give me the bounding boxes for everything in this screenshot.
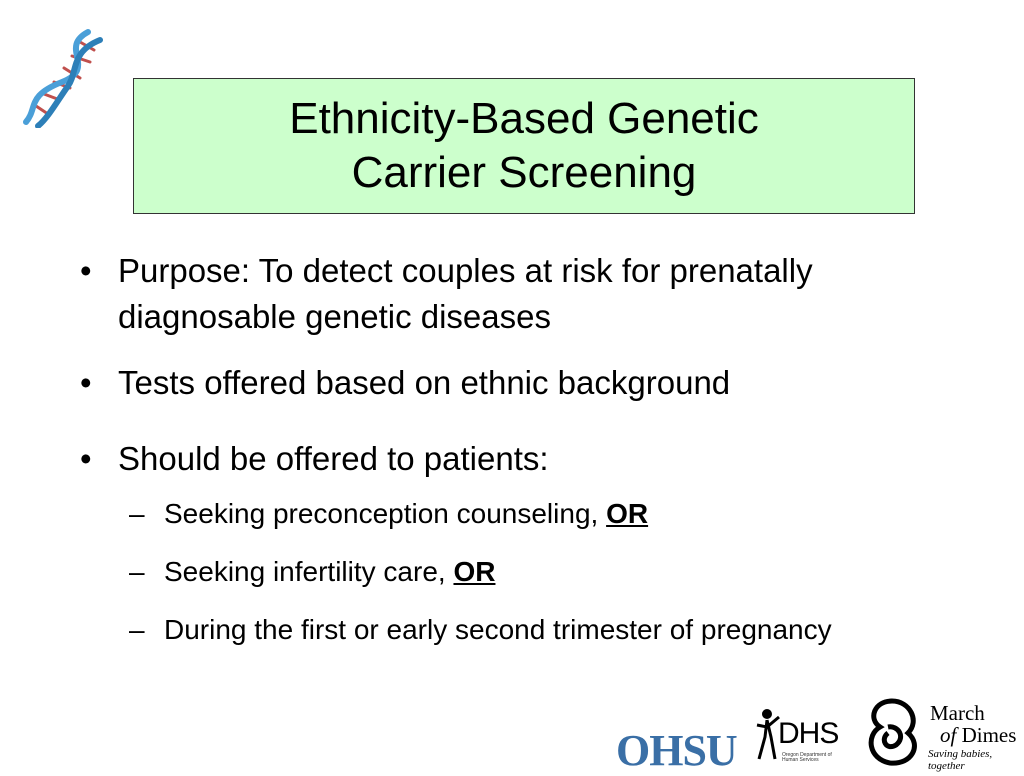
bullet-offered <box>80 436 1000 482</box>
march-of-dimes-march: March <box>930 701 985 725</box>
bullet-marker: • <box>80 364 92 401</box>
bullet-text: Should be offered to patients: <box>118 440 549 477</box>
bullet-purpose <box>80 248 1000 340</box>
or-emphasis: OR <box>606 498 649 529</box>
bullet-marker: • <box>80 252 92 289</box>
subbullet-text: Seeking infertility care, <box>164 556 454 587</box>
title-box <box>133 78 915 214</box>
or-emphasis: OR <box>453 556 496 587</box>
march-of-dimes-mother-icon <box>862 697 924 767</box>
dhs-subtitle: Oregon Department of Human Services <box>782 752 832 763</box>
bullet-text: Tests offered based on ethnic background <box>118 364 731 401</box>
bullet-text: diagnosable genetic diseases <box>118 298 551 335</box>
title-line-2: Carrier Screening <box>351 148 697 197</box>
dhs-logo: DHS <box>778 717 839 750</box>
bullet-text: Purpose: To detect couples at risk for prenatally <box>118 252 813 289</box>
title-line-1: Ethnicity-Based Genetic <box>289 94 759 143</box>
subbullet-trimester <box>80 612 1000 648</box>
bullet-marker: • <box>80 440 92 477</box>
subbullet-marker: – <box>129 614 145 645</box>
dna-helix-icon <box>18 28 108 128</box>
subbullet-marker: – <box>129 498 145 529</box>
subbullet-marker: – <box>129 556 145 587</box>
march-of-dimes-tagline: Saving babies, together <box>928 748 993 772</box>
subbullet-text: During the first or early second trimester of pregnancy <box>164 614 832 645</box>
bullet-list <box>80 248 1000 648</box>
bullet-tests <box>80 360 1000 406</box>
march-of-dimes-dimes <box>940 725 1016 745</box>
subbullet-preconception <box>80 496 1000 532</box>
march-of-dimes-of: of <box>940 723 957 747</box>
sponsor-logos <box>610 695 1024 775</box>
ohsu-logo: OHSU <box>616 726 737 775</box>
march-of-dimes-name: Dimes <box>961 723 1017 747</box>
subbullet-text: Seeking preconception counseling, <box>164 498 607 529</box>
subbullet-infertility <box>80 554 1000 590</box>
